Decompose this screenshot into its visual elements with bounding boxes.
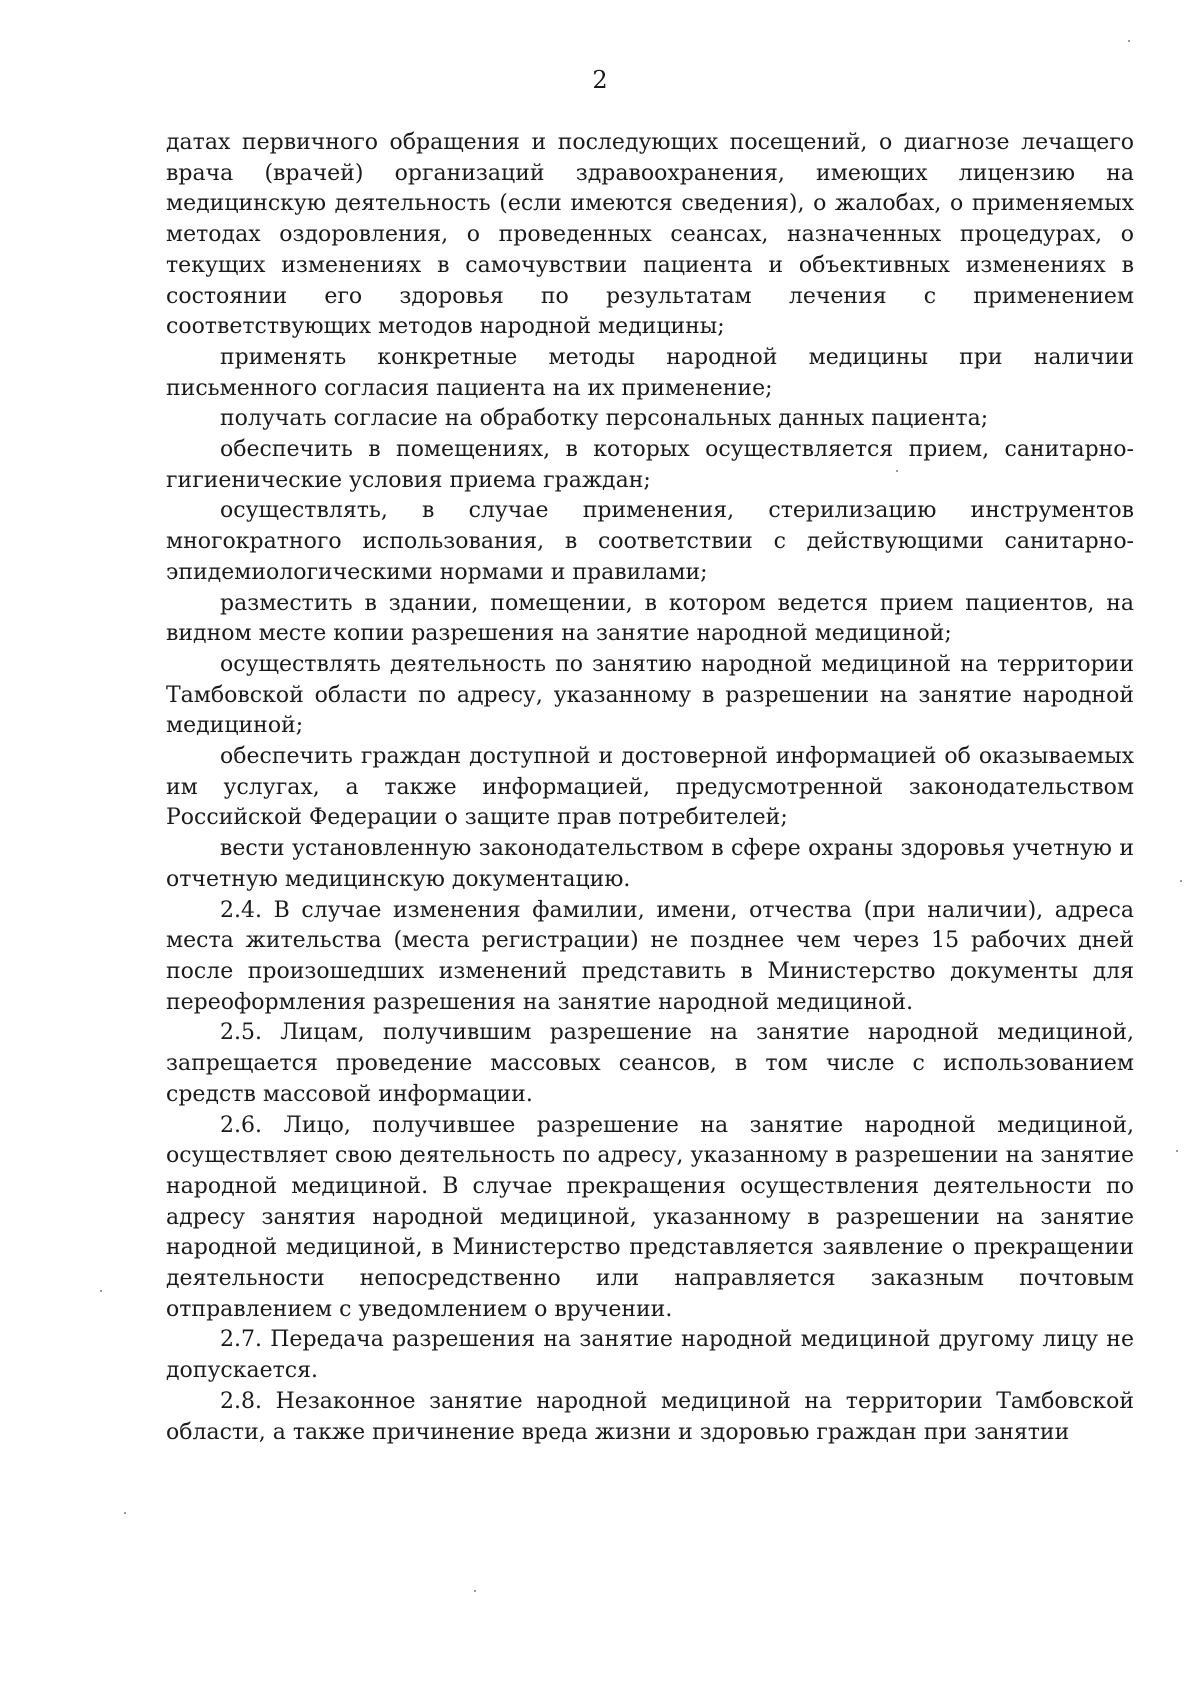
paragraph-medical-documentation: вести установленную законодательством в сфере охраны здоровья учетную и отчетную медицинскую документацию. — [166, 836, 1134, 892]
paragraph-continuation: датах первичного обращения и последующих посещений, о диагнозе лечащего врача (врачей) организаций здравоохранения, имеющих лицензию на медицинскую деятельность (если имеются сведения), о жалобах, о применяемых методах оздоровления, о проведенных сеансах, назначенных процедурах, о текущих изменениях в самочувствии пациента и объективных изменениях в состоянии его здоровья по результатам лечения с применением соответствующих методов народной медицины; — [166, 130, 1134, 340]
paragraph-apply-methods: применять конкретные методы народной медицины при наличии письменного согласия пациента на их применение; — [166, 344, 1134, 401]
paragraph-personal-data-consent: получать согласие на обработку персональных данных пациента; — [220, 406, 989, 432]
paragraph-2-7: 2.7. Передача разрешения на занятие народной медициной другому лицу не допускается. — [166, 1327, 1134, 1384]
paragraph-permit-copies: разместить в здании, помещении, в котором ведется прием пациентов, на видном месте копии разрешения на занятие народной медициной; — [166, 590, 1134, 647]
scan-speck — [896, 470, 898, 472]
paragraph-sterilization: осуществлять, в случае применения, стерилизацию инструментов многократного использования, в соответствии с действующими санитарно-эпидемиологическими нормами и правилами; — [166, 498, 1134, 585]
paragraph-2-8: 2.8. Незаконное занятие народной медициной на территории Тамбовской области, а также причинение вреда жизни и здоровью граждан при занятии — [166, 1388, 1134, 1445]
scan-speck — [1176, 1150, 1178, 1152]
scan-speck — [1128, 40, 1130, 42]
scan-speck — [474, 1590, 476, 1592]
document-body — [166, 128, 1134, 1448]
paragraph-2-6: 2.6. Лицо, получившее разрешение на занятие народной медициной, осуществляет свою деятельность по адресу, указанному в разрешении на занятие народной медициной. В случае прекращения осуществления деятельности по адресу занятия народной медициной, указанному в разрешении на занятие народной медициной, в Министерство представляется заявление о прекращении деятельности непосредственно или направляется заказным почтовым отправлением с уведомлением о вручении. — [166, 1112, 1134, 1322]
paragraph-consumer-information: обеспечить граждан доступной и достоверной информацией об оказываемых им услугах, а также информацией, предусмотренной законодательством Российской Федерации о защите прав потребителей; — [166, 744, 1134, 831]
scan-speck — [100, 1290, 102, 1292]
scan-speck — [1180, 880, 1182, 882]
paragraph-sanitary-conditions: обеспечить в помещениях, в которых осуществляется прием, санитарно-гигиенические условия приема граждан; — [166, 437, 1134, 493]
paragraph-2-5: 2.5. Лицам, получившим разрешение на занятие народной медициной, запрещается проведение массовых сеансов, в том числе с использованием средств массовой информации. — [166, 1020, 1134, 1107]
scan-speck — [124, 1512, 126, 1514]
paragraph-2-4: 2.4. В случае изменения фамилии, имени, отчества (при наличии), адреса места жительства (места регистрации) не позднее чем через 15 рабочих дней после произошедших изменений представить в Министерство документы для переоформления разрешения на занятие народной медициной. — [166, 897, 1134, 1015]
page-number: 2 — [592, 66, 608, 94]
paragraph-activity-address: осуществлять деятельность по занятию народной медициной на территории Тамбовской области по адресу, указанному в разрешении на занятие народной медициной; — [166, 651, 1134, 739]
